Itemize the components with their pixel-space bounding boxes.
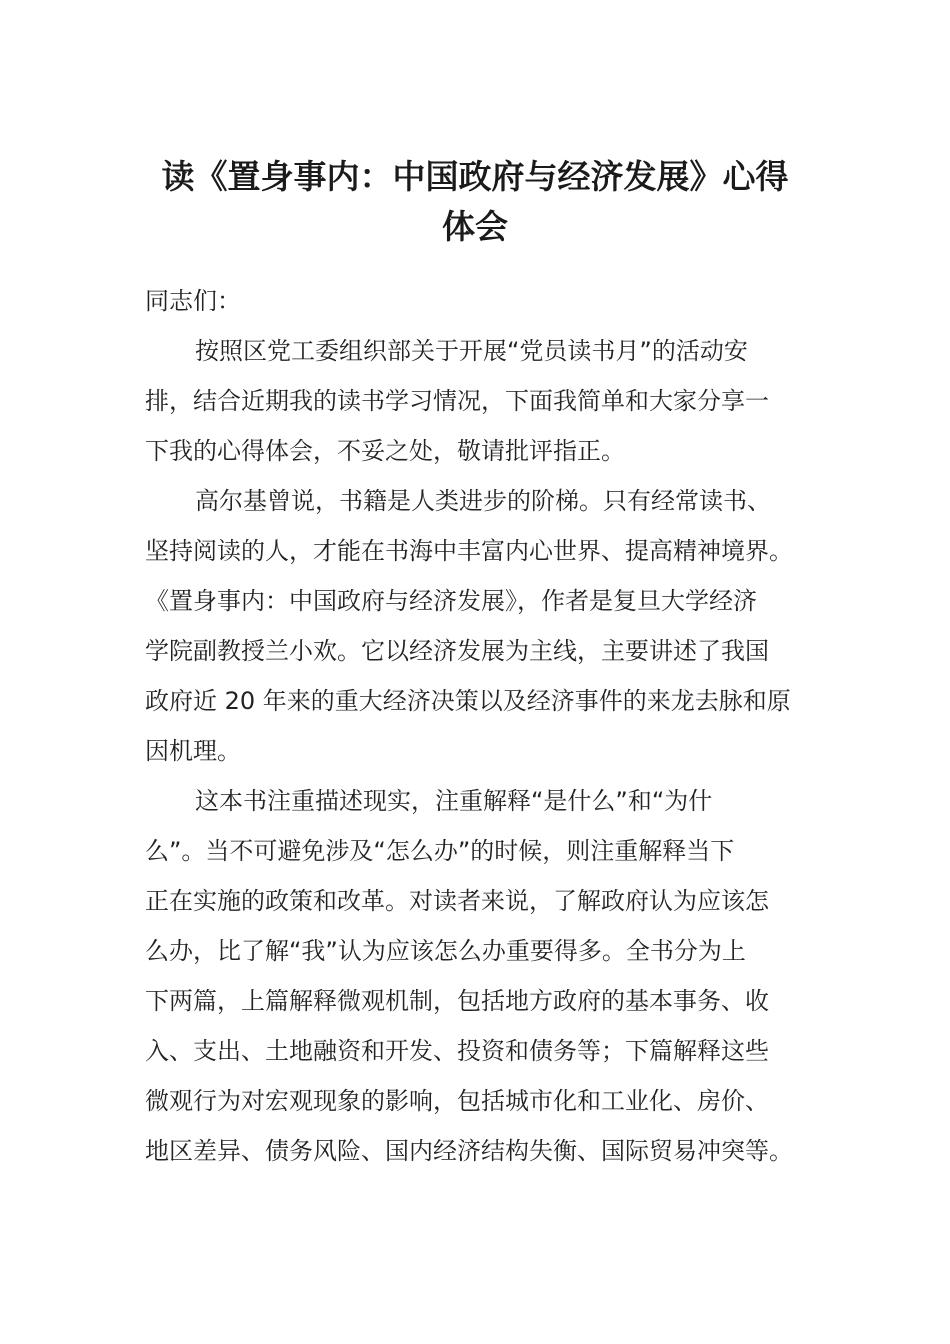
salutation: 同志们： xyxy=(145,287,241,315)
paragraph-3 xyxy=(145,776,807,1176)
title-line: 体会 xyxy=(442,207,508,246)
paragraph-line: 《置身事内：中国政府与经济发展》，作者是复旦大学经济 xyxy=(145,587,757,615)
paragraph-line: 下我的心得体会，不妥之处，敬请批评指正。 xyxy=(145,437,625,465)
paragraph-line: 么办，比了解“我”认为应该怎么办重要得多。全书分为上 xyxy=(145,937,746,965)
document-body xyxy=(145,276,807,1176)
paragraph-line: 坚持阅读的人，才能在书海中丰富内心世界、提高精神境界。 xyxy=(145,537,793,565)
paragraph-line: 按照区党工委组织部关于开展“党员读书月”的活动安 xyxy=(195,337,748,365)
paragraph-line: 入、支出、土地融资和开发、投资和债务等；下篇解释这些 xyxy=(145,1037,769,1065)
paragraph-line: 地区差异、债务风险、国内经济结构失衡、国际贸易冲突等。 xyxy=(145,1137,793,1165)
paragraph-1 xyxy=(145,326,807,476)
paragraph-line: 这本书注重描述现实，注重解释“是什么”和“为什 xyxy=(195,787,713,815)
paragraph-line: 学院副教授兰小欢。它以经济发展为主线，主要讲述了我国 xyxy=(145,637,769,665)
document-title xyxy=(140,152,810,252)
title-line: 读《置身事内：中国政府与经济发展》心得 xyxy=(161,157,789,196)
paragraph-line: 排，结合近期我的读书学习情况，下面我简单和大家分享一 xyxy=(145,387,769,415)
paragraph-line: 政府近 20 年来的重大经济决策以及经济事件的来龙去脉和原 xyxy=(145,687,791,715)
paragraph-2 xyxy=(145,476,807,776)
paragraph-line: 么”。当不可避免涉及“怎么办”的时候，则注重解释当下 xyxy=(145,837,735,865)
paragraph-line: 下两篇，上篇解释微观机制，包括地方政府的基本事务、收 xyxy=(145,987,769,1015)
paragraph-line: 因机理。 xyxy=(145,737,241,765)
paragraph-line: 高尔基曾说，书籍是人类进步的阶梯。只有经常读书、 xyxy=(195,487,771,515)
paragraph-line: 正在实施的政策和改革。对读者来说，了解政府认为应该怎 xyxy=(145,887,769,915)
paragraph-line: 微观行为对宏观现象的影响，包括城市化和工业化、房价、 xyxy=(145,1087,769,1115)
